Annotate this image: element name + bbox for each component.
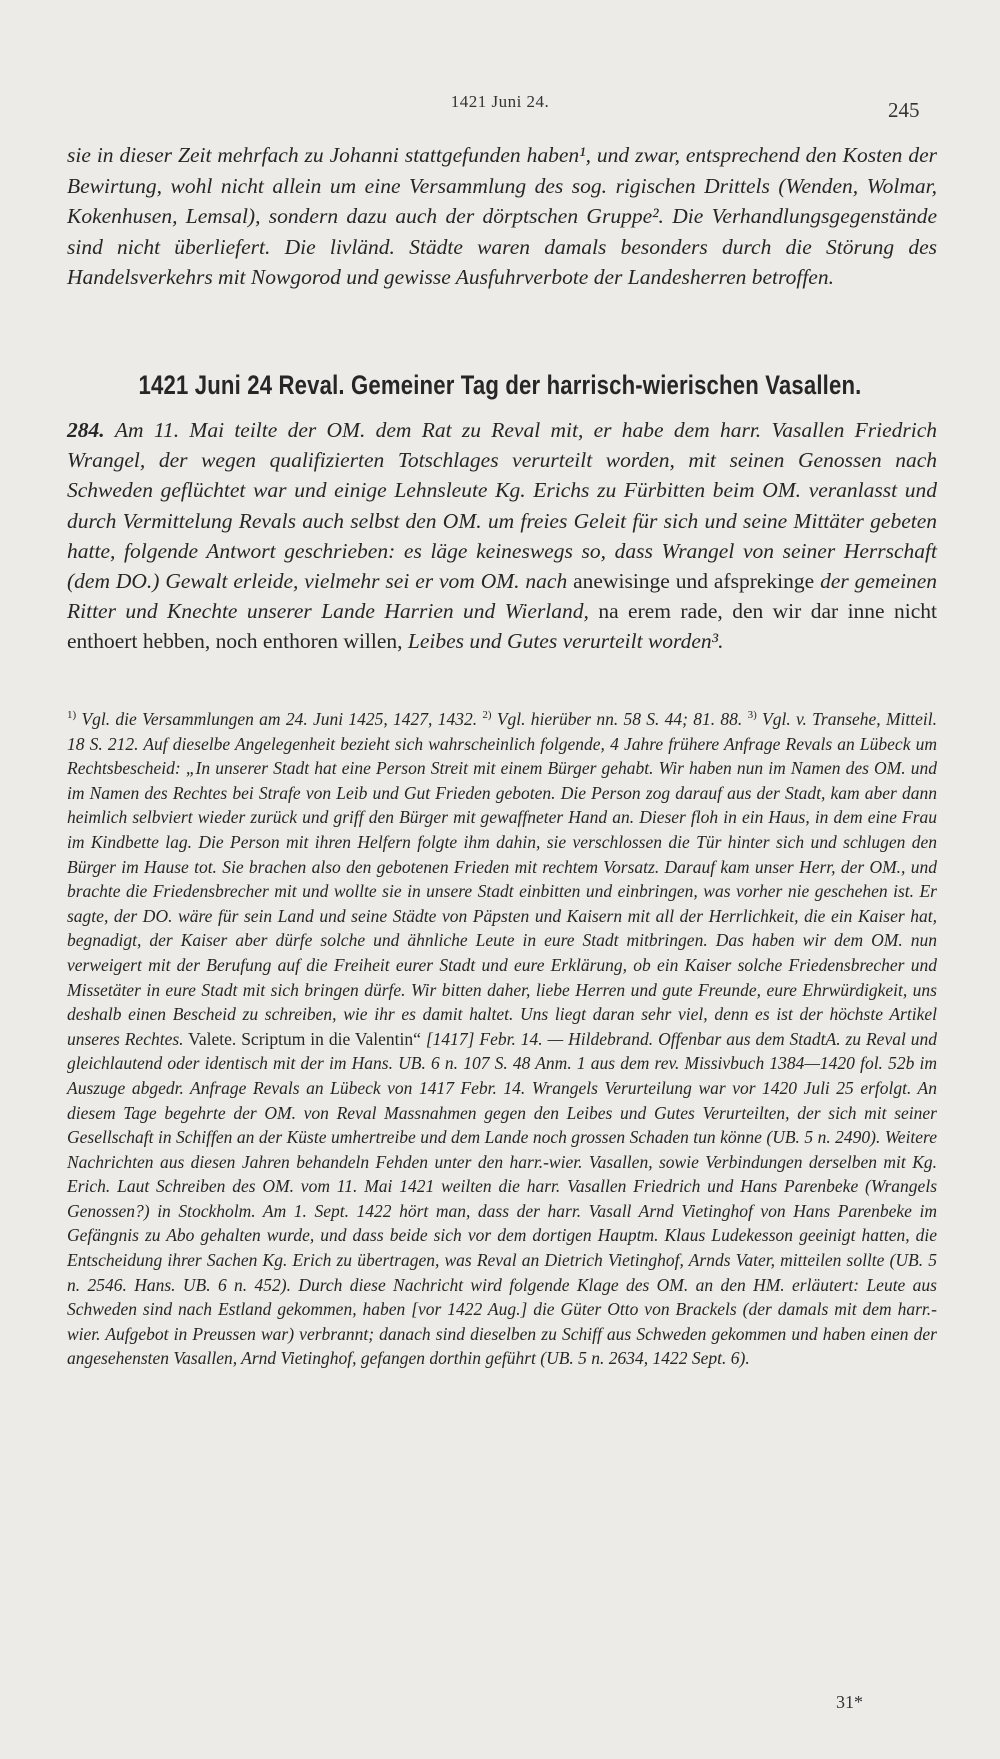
footnotes	[67, 707, 937, 1371]
section-heading: 1421 Juni 24 Reval. Gemeiner Tag der harrisch-wierischen Vasallen.	[138, 370, 862, 400]
footnote-1: Vgl. die Versammlungen am 24. Juni 1425, 1427, 1432.	[81, 709, 478, 729]
footnote-3-quote: Valete. Scriptum in die Valentin“	[188, 1028, 421, 1049]
intro-paragraph: sie in dieser Zeit mehrfach zu Johanni stattgefunden haben¹, und zwar, entsprechend den Kosten der Bewirtung, wohl nicht allein um eine Versammlung des sog. rigischen Drittels (Wenden, Wolmar, Kokenhusen, Lemsal), sondern dazu auch der dörptschen Gruppe². Die Verhandlungsgegenstände sind nicht überliefert. Die livländ. Städte waren damals besonders durch die Störung des Handelsverkehrs mit Nowgorod und gewisse Ausfuhrverbote der Landesherren betroffen.	[67, 143, 937, 289]
entry-quote-2: na erem rade, den wir dar inne nicht enthoert hebben, noch enthoren willen,	[67, 599, 938, 654]
page-number: 245	[888, 98, 920, 122]
running-head: 1421 Juni 24.	[450, 92, 550, 111]
entry-text-italic-1: Am 11. Mai teilte der OM. dem Rat zu Reval mit, er habe dem harr. Vasallen Friedrich Wrangel, der wegen qualifizierten Totschlages verurteilt worden, mit seinen Genossen nach Schweden geflüchtet war und einige Lehnsleute Kg. Erichs zu Fürbitten beim OM. veranlasst und durch Vermittelung Revals auch selbst den OM. um freies Geleit für sich und seine Mittäter gebeten hatte, folgende Antwort geschrieben: es läge keineswegs so, dass Wrangel von seiner Herrschaft (dem DO.) Gewalt erleide, vielmehr sei er vom OM. nach	[67, 418, 937, 594]
entry-number: 284.	[67, 418, 105, 442]
entry-284	[67, 415, 937, 657]
entry-text-italic-3: Leibes und Gutes verurteilt worden³.	[407, 629, 724, 654]
signature-mark: 31*	[836, 1692, 863, 1712]
entry-quote-1: anewisinge und afsprekinge	[573, 569, 815, 594]
footnote-3-marker: 3)	[747, 709, 757, 722]
footnote-2: Vgl. hierüber nn. 58 S. 44; 81. 88.	[496, 709, 743, 729]
footnote-3: Vgl. v. Transehe, Mitteil. 18 S. 212. Auf dieselbe Angelegenheit bezieht sich wahrscheinlich folgende, 4 Jahre frühere Anfrage Revals an Lübeck um Rechtsbescheid: „In unserer Stadt hat eine Person Streit mit einem Bürger gehabt. Wir haben nun im Namen des OM. und im Namen des Rechtes bei Strafe von Leib und Gut Frieden geboten. Die Person zog darauf aus der Stadt, kam aber dann heimlich selbviert wieder zurück und griff den Bürger mit gewaffneter Hand an. Dieser floh in ein Haus, in dem eine Frau im Kindbette lag. Die Person mit ihren Helfern folgte ihm dahin, sie verschlossen die Tür hinter sich und schlugen den Bürger im Hause tot. Sie brachen also den gebotenen Frieden mit rechtem Vorsatz. Darauf kam unser Herr, der OM., und brachte die Friedensbrecher mit und wollte sie in unsere Stadt einbitten und einbringen, was vorher nie geschehen ist. Er sagte, der DO. wäre für sein Land und seine Städte von Päpsten und Kaisern mit all der Herrlichkeit, die ein Kaiser hat, begnadigt, der Kaiser aber dürfe solche und ähnliche Leute in eure Stadt mitbringen. Das haben wir dem OM. nun verweigert mit der Berufung auf die Freiheit eurer Stadt und eure Erklärung, ob ein Kaiser solche Friedensbrecher und Missetäter in eure Stadt mit sich bringen dürfe. Wir bitten daher, liebe Herren und gute Freunde, eure Ehrwürdigkeit, uns deshalb einen Bescheid zu schreiben, wie ihr es damit haltet. Uns liegt daran sehr viel, denn es ist der höchste Artikel unseres Rechtes.	[67, 709, 937, 1049]
entry-text-italic-2: der gemeinen Ritter und Knechte unserer Lande Harrien und Wierland,	[67, 569, 938, 624]
footnote-2-marker: 2)	[482, 709, 492, 722]
footnote-3-continued: [1417] Febr. 14. — Hildebrand. Offenbar aus dem StadtA. zu Reval und gleichlautend oder identisch mit der im Hans. UB. 6 n. 107 S. 48 Anm. 1 aus dem rev. Missivbuch 1384—1420 fol. 52b im Auszuge abgedr. Anfrage Revals an Lübeck von 1417 Febr. 14. Wrangels Verurteilung war vor 1420 Juli 25 erfolgt. An diesem Tage begehrte der OM. von Reval Massnahmen gegen den Leibes und Gutes Verurteilten, der sich mit seiner Gesellschaft in Schiffen an der Küste umhertreibe und dem Lande noch grossen Schaden tun könne (UB. 5 n. 2490). Weitere Nachrichten aus diesen Jahren behandeln Fehden unter den harr.-wier. Vasallen, sowie Verbindungen derselben mit Kg. Erich. Laut Schreiben des OM. vom 11. Mai 1421 weilten die harr. Vasallen Friedrich und Hans Parenbeke (Wrangels Genossen?) in Stockholm. Am 1. Sept. 1422 hört man, dass der harr. Vasall Arnd Vietinghof von Hans Parenbeke im Gefängnis zu Abo gehalten wurde, und dass beide sich vor dem dortigen Hauptm. Klaus Ludekesson geeinigt hatten, die Entscheidung ihrer Sachen Kg. Erich zu übertragen, was Reval an Dietrich Vietinghof, Arnds Vater, mitteilen sollte (UB. 5 n. 2546. Hans. UB. 6 n. 452). Durch diese Nachricht wird folgende Klage des OM. an den HM. erläutert: Leute aus Schweden sind nach Estland gekommen, haben [vor 1422 Aug.] die Güter Otto von Brackels (der damals mit dem harr.-wier. Aufgebot in Preussen war) verbrannt; danach sind dieselben zu Schiff aus Schweden gekommen und haben einen der angesehensten Vasallen, Arnd Vietinghof, gefangen dorthin geführt (UB. 5 n. 2634, 1422 Sept. 6).	[67, 1028, 938, 1369]
footnote-1-marker: 1)	[67, 709, 77, 722]
